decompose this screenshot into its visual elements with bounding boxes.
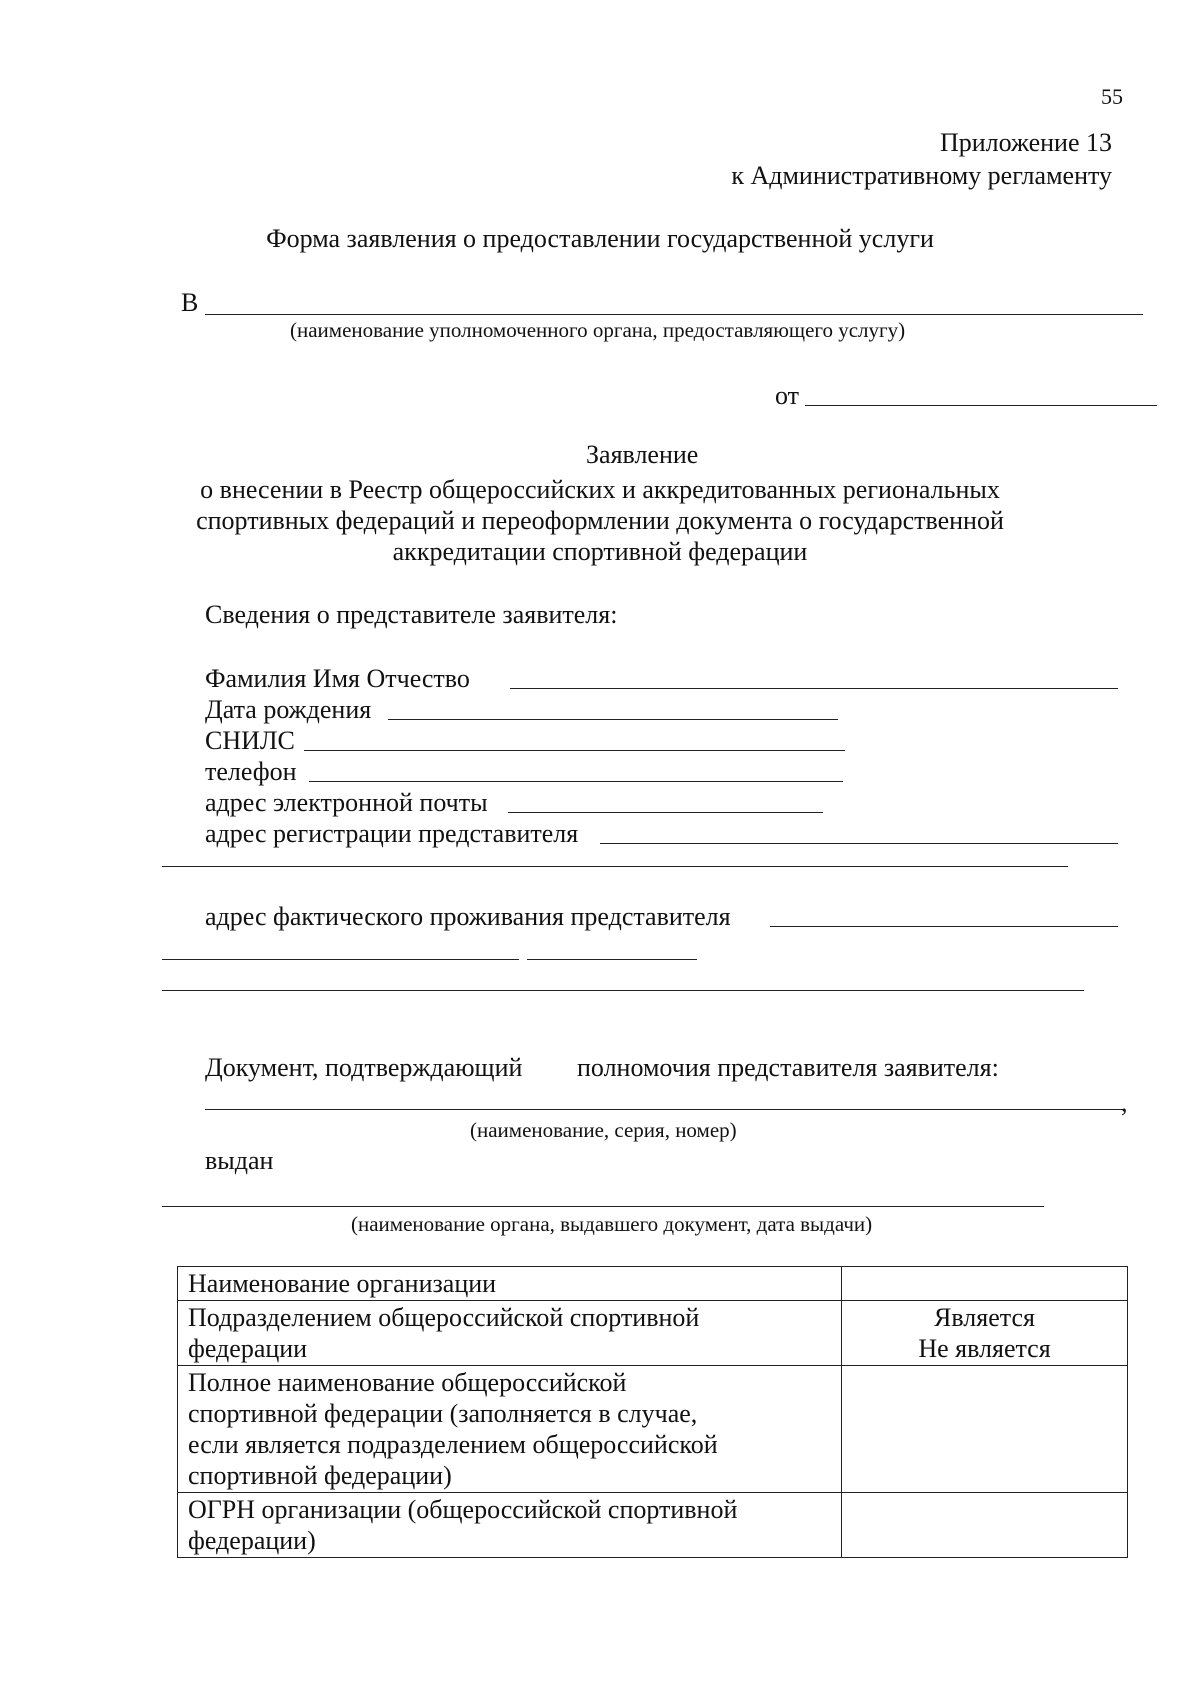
applicant-field[interactable] bbox=[805, 405, 1157, 406]
cell-text: Наименование организации bbox=[188, 1269, 497, 1298]
actual-address-field-line-3[interactable] bbox=[162, 990, 1084, 991]
actual-address-field-line-2b[interactable] bbox=[527, 959, 697, 960]
authority-document-label-part1: Документ, подтверждающий bbox=[205, 1053, 523, 1082]
actual-address-field[interactable] bbox=[770, 926, 1118, 927]
subdivision-label bbox=[178, 1301, 842, 1366]
from-prefix: от bbox=[775, 381, 800, 410]
table-row bbox=[178, 1301, 1128, 1366]
authority-name-caption: (наименование уполномоченного органа, предоставляющего услугу) bbox=[290, 318, 906, 342]
organization-name-label bbox=[178, 1267, 842, 1301]
ogrn-value[interactable] bbox=[842, 1493, 1128, 1558]
page-number: 55 bbox=[1101, 84, 1123, 109]
cell-text: Полное наименование общероссийской bbox=[188, 1368, 627, 1397]
authority-document-caption: (наименование, серия, номер) bbox=[470, 1118, 737, 1142]
organization-name-value[interactable] bbox=[842, 1267, 1128, 1301]
snils-label: СНИЛС bbox=[205, 726, 295, 755]
cell-text: если является подразделением общероссийской bbox=[188, 1430, 718, 1459]
option-is[interactable]: Является bbox=[934, 1303, 1035, 1332]
registration-address-field-continuation[interactable] bbox=[162, 866, 1068, 867]
table-row bbox=[178, 1267, 1128, 1301]
actual-address-label: адрес фактического проживания представителя bbox=[205, 902, 731, 931]
cell-text: спортивной федерации (заполняется в случае, bbox=[188, 1399, 698, 1428]
issued-by-field[interactable] bbox=[162, 1206, 1044, 1207]
table-row bbox=[178, 1366, 1128, 1493]
full-name-field[interactable] bbox=[510, 688, 1118, 689]
to-prefix: В bbox=[181, 288, 199, 317]
table-row bbox=[178, 1493, 1128, 1558]
representative-section-label: Сведения о представителе заявителя: bbox=[205, 600, 618, 629]
authority-document-field[interactable] bbox=[205, 1109, 1125, 1110]
issued-by-caption: (наименование органа, выдавшего документ, дата выдачи) bbox=[351, 1212, 873, 1236]
cell-text: Подразделением общероссийской спортивной bbox=[188, 1303, 700, 1332]
option-is-not[interactable]: Не является bbox=[918, 1334, 1051, 1363]
ogrn-label bbox=[178, 1493, 842, 1558]
organization-table bbox=[177, 1266, 1128, 1558]
email-field[interactable] bbox=[508, 812, 823, 813]
birth-date-field[interactable] bbox=[388, 719, 838, 720]
subdivision-options bbox=[842, 1301, 1128, 1366]
authority-document-label-part2: полномочия представителя заявителя: bbox=[577, 1053, 999, 1082]
cell-text: федерации) bbox=[188, 1526, 316, 1555]
registration-address-label: адрес регистрации представителя bbox=[205, 819, 579, 848]
statement-line-2: спортивных федераций и переоформлении документа о государственной bbox=[196, 506, 1004, 535]
statement-heading: Заявление bbox=[586, 440, 699, 469]
appendix-number: Приложение 13 bbox=[939, 128, 1112, 157]
authority-name-field[interactable] bbox=[205, 314, 1143, 315]
statement-line-3: аккредитации спортивной федерации bbox=[392, 537, 808, 566]
snils-field[interactable] bbox=[304, 750, 845, 751]
statement-line-1: о внесении в Реестр общероссийских и аккредитованных региональных bbox=[200, 475, 1000, 504]
phone-label: телефон bbox=[205, 757, 297, 786]
cell-text: спортивной федерации) bbox=[188, 1461, 452, 1490]
cell-text: федерации bbox=[188, 1334, 308, 1363]
cell-text: ОГРН организации (общероссийской спортивной bbox=[188, 1495, 738, 1524]
birth-date-label: Дата рождения bbox=[205, 695, 372, 724]
form-title: Форма заявления о предоставлении государственной услуги bbox=[266, 224, 934, 253]
authority-document-comma: , bbox=[1121, 1088, 1128, 1117]
actual-address-field-line-2a[interactable] bbox=[162, 959, 519, 960]
email-label: адрес электронной почты bbox=[205, 788, 488, 817]
appendix-reference: к Административному регламенту bbox=[731, 161, 1112, 190]
federation-full-name-value[interactable] bbox=[842, 1366, 1128, 1493]
federation-full-name-label bbox=[178, 1366, 842, 1493]
registration-address-field[interactable] bbox=[600, 843, 1118, 844]
issued-label: выдан bbox=[205, 1146, 274, 1175]
phone-field[interactable] bbox=[309, 781, 843, 782]
full-name-label: Фамилия Имя Отчество bbox=[205, 664, 470, 693]
